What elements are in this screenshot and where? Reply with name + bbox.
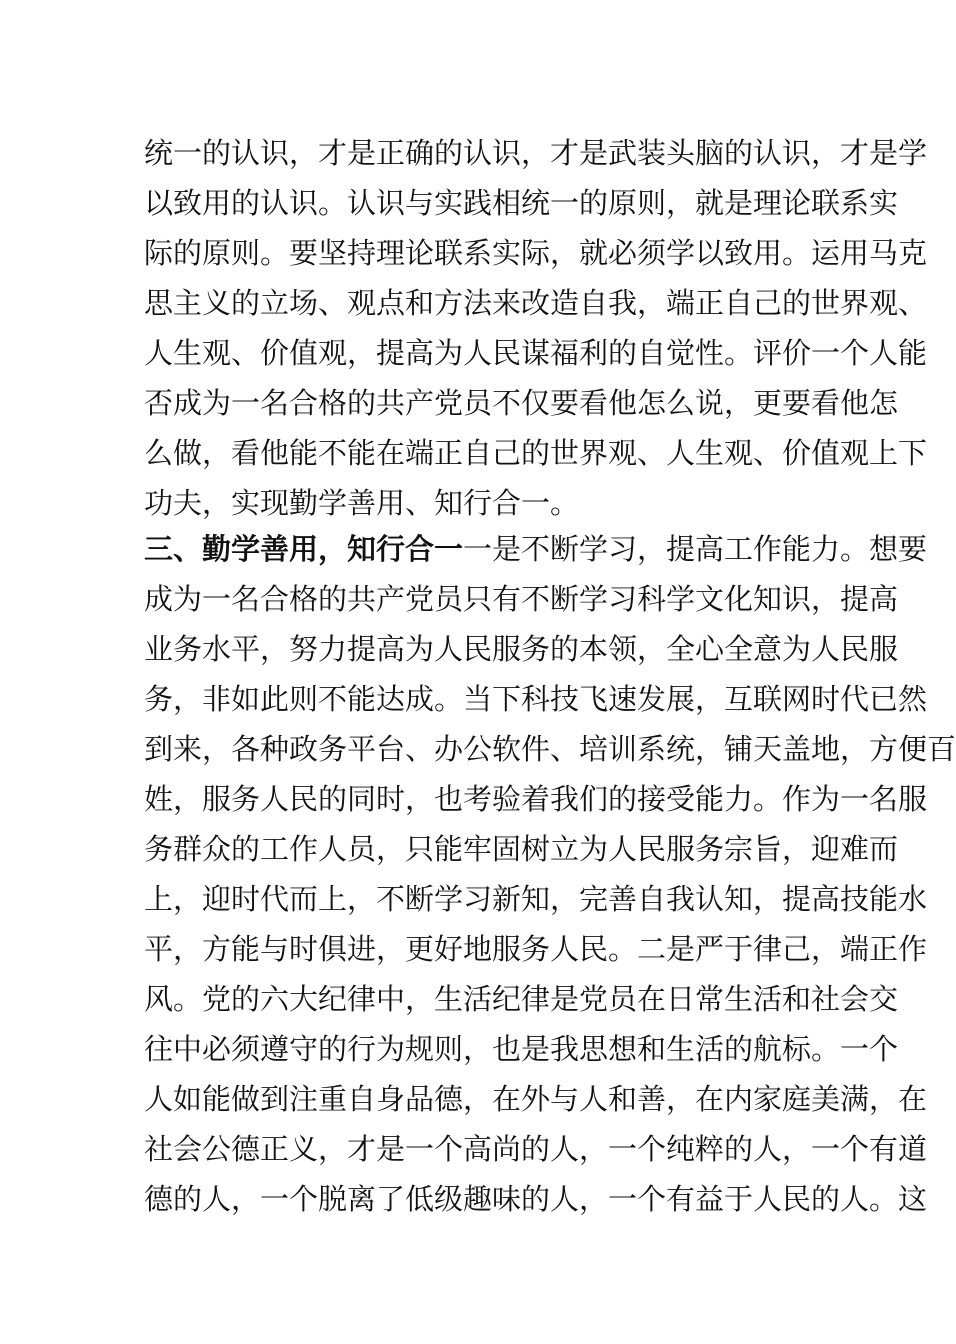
text-line: 往中必须遵守的行为规则，也是我思想和生活的航标。一个	[144, 1032, 899, 1066]
text-line: 务，非如此则不能达成。当下科技飞速发展，互联网时代已然	[144, 682, 928, 716]
text-line: 以致用的认识。认识与实践相统一的原则，就是理论联系实	[144, 186, 899, 220]
section-paragraph	[144, 524, 956, 1224]
text-line: 到来，各种政务平台、办公软件、培训系统，铺天盖地，方便百	[144, 732, 956, 766]
text-line: 上，迎时代而上，不断学习新知，完善自我认知，提高技能水	[144, 882, 928, 916]
text-line: 姓，服务人民的同时，也考验着我们的接受能力。作为一名服	[144, 782, 928, 816]
text-line: 否成为一名合格的共产党员不仅要看他怎么说，更要看他怎	[144, 386, 899, 420]
text-line: 统一的认识，才是正确的认识，才是武装头脑的认识，才是学	[144, 136, 928, 170]
text-line: 务群众的工作人员，只能牢固树立为人民服务宗旨，迎难而	[144, 832, 899, 866]
text-line: 际的原则。要坚持理论联系实际，就必须学以致用。运用马克	[144, 236, 928, 270]
text-line: 思主义的立场、观点和方法来改造自我，端正自己的世界观、	[144, 286, 928, 320]
text-line: 德的人，一个脱离了低级趣味的人，一个有益于人民的人。这	[144, 1182, 928, 1216]
text-line: 业务水平，努力提高为人民服务的本领，全心全意为人民服	[144, 632, 899, 666]
text-line: 功夫，实现勤学善用、知行合一。	[144, 486, 580, 520]
text-line: 社会公德正义，才是一个高尚的人，一个纯粹的人，一个有道	[144, 1132, 928, 1166]
paragraph-continued	[144, 128, 928, 528]
section-heading: 三、勤学善用，知行合一	[144, 532, 464, 566]
section-first-line-text: 一是不断学习，提高工作能力。想要	[463, 532, 928, 566]
text-line: 平，方能与时俱进，更好地服务人民。二是严于律己，端正作	[144, 932, 928, 966]
text-line: 人如能做到注重自身品德，在外与人和善，在内家庭美满，在	[144, 1082, 928, 1116]
text-line: 成为一名合格的共产党员只有不断学习科学文化知识，提高	[144, 582, 899, 616]
text-line: 么做，看他能不能在端正自己的世界观、人生观、价值观上下	[144, 436, 928, 470]
text-line: 人生观、价值观，提高为人民谋福利的自觉性。评价一个人能	[144, 336, 928, 370]
section-first-line	[144, 524, 928, 574]
text-line: 风。党的六大纪律中，生活纪律是党员在日常生活和社会交	[144, 982, 899, 1016]
